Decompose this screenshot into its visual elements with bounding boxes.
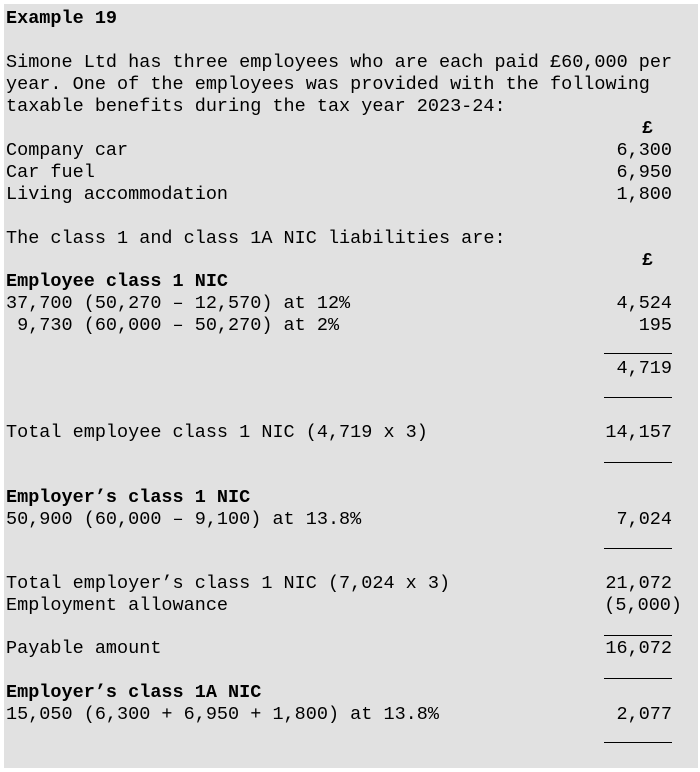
intro-line-1: Simone Ltd has three employees who are each paid £60,000 per	[6, 52, 673, 73]
sum-rule	[604, 678, 672, 679]
employee-nic-heading: Employee class 1 NIC	[6, 271, 229, 292]
sum-rule	[604, 462, 672, 463]
sum-rule	[604, 548, 672, 549]
benefit-amount: 1,800	[616, 184, 672, 205]
benefit-label: Car fuel	[6, 162, 95, 183]
employee-nic-row-amount: 4,524	[616, 293, 672, 314]
sum-rule	[604, 353, 672, 354]
example-heading: Example 19	[6, 8, 118, 29]
sum-rule	[604, 397, 672, 398]
currency-header: £	[641, 250, 653, 271]
currency-header: £	[641, 118, 653, 139]
intro-line-2: year. One of the employees was provided with the following	[6, 74, 650, 95]
intro-line-3: taxable benefits during the tax year 2023-24:	[6, 96, 506, 117]
employment-allowance-amount: (5,000)	[604, 595, 682, 616]
payable-amount-value: 16,072	[605, 638, 672, 659]
employer-1a-row-amount: 2,077	[616, 704, 672, 725]
employer-1a-heading: Employer’s class 1A NIC	[6, 682, 262, 703]
employee-nic-total-label: Total employee class 1 NIC (4,719 x 3)	[6, 422, 428, 443]
employee-nic-subtotal: 4,719	[616, 358, 672, 379]
employee-nic-total-amount: 14,157	[605, 422, 672, 443]
employer-nic-row-amount: 7,024	[616, 509, 672, 530]
employer-nic-row-label: 50,900 (60,000 – 9,100) at 13.8%	[6, 509, 362, 530]
benefit-amount: 6,950	[616, 162, 672, 183]
employee-nic-row-label: 9,730 (60,000 – 50,270) at 2%	[6, 315, 340, 336]
liabilities-intro: The class 1 and class 1A NIC liabilities are:	[6, 228, 506, 249]
benefit-amount: 6,300	[616, 140, 672, 161]
employer-nic-heading: Employer’s class 1 NIC	[6, 487, 251, 508]
sum-rule	[604, 635, 672, 636]
employer-1a-row-label: 15,050 (6,300 + 6,950 + 1,800) at 13.8%	[6, 704, 439, 725]
employer-nic-total-label: Total employer’s class 1 NIC (7,024 x 3)	[6, 573, 451, 594]
employer-nic-total-amount: 21,072	[605, 573, 672, 594]
sum-rule	[604, 742, 672, 743]
benefit-label: Company car	[6, 140, 129, 161]
example-panel	[4, 4, 698, 768]
employee-nic-row-label: 37,700 (50,270 – 12,570) at 12%	[6, 293, 351, 314]
employment-allowance-label: Employment allowance	[6, 595, 229, 616]
employee-nic-row-amount: 195	[638, 315, 672, 336]
benefit-label: Living accommodation	[6, 184, 229, 205]
payable-amount-label: Payable amount	[6, 638, 162, 659]
